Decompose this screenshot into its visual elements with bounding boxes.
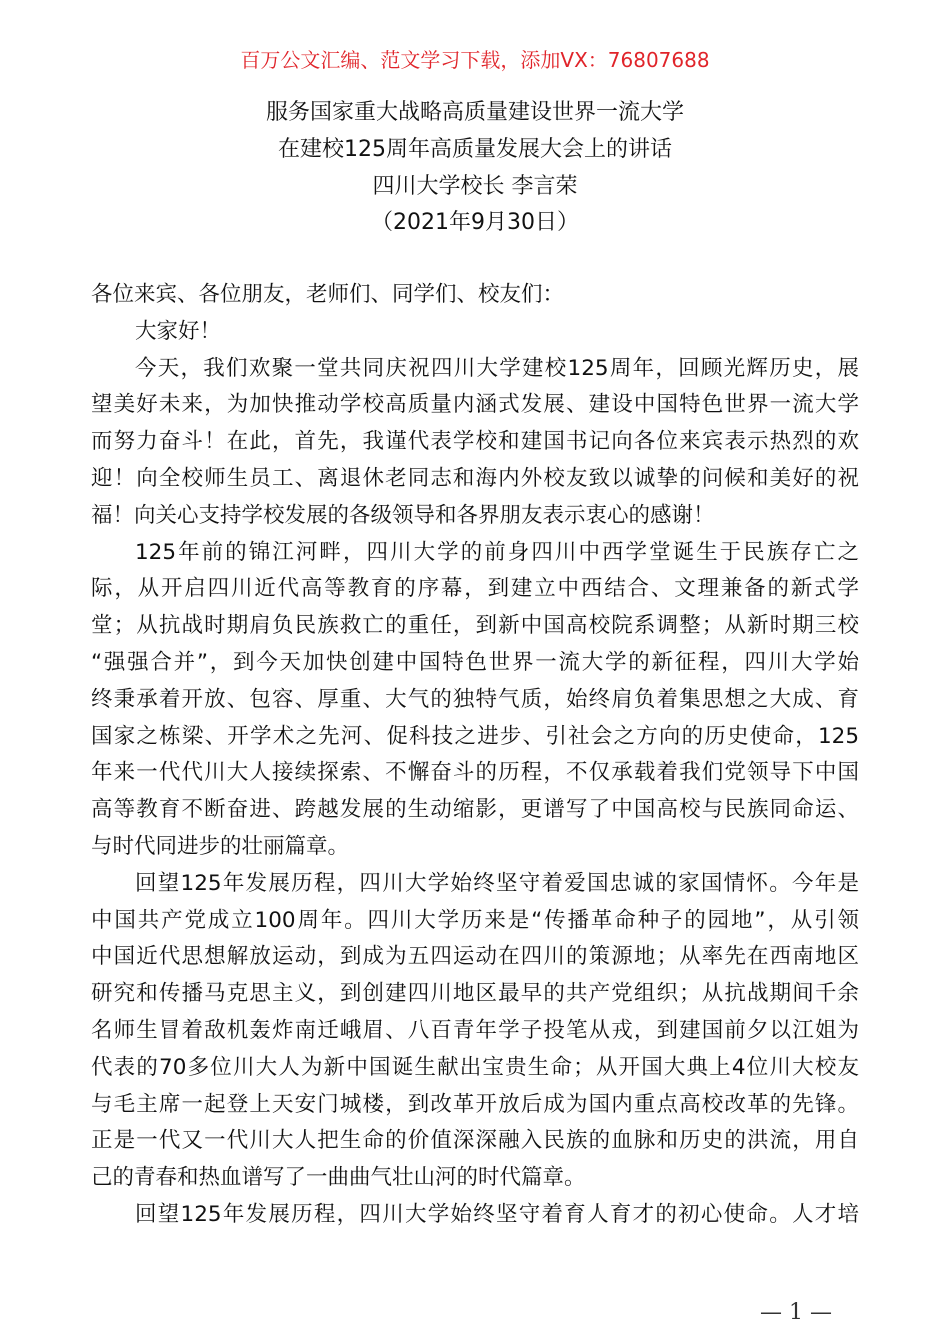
text-line: 中国共产党成立100周年。四川大学历来是“传播革命种子的园地”，从引领 [91,907,859,933]
text-line: 正是一代又一代川大人把生命的价值深深融入民族的血脉和历史的洪流，用自 [91,1128,859,1154]
text-line: 今天，我们欢聚一堂共同庆祝四川大学建校125周年，回顾光辉历史，展 [135,355,859,381]
text-line: 终秉承着开放、包容、厚重、大气的独特气质，始终肩负着集思想之大成、育 [91,686,859,712]
speech-title: 服务国家重大战略高质量建设世界一流大学 [265,100,684,125]
header-banner: 百万公文汇编、范文学习下载，添加VX：76807688 [240,48,710,72]
text-line: 际，从开启四川近代高等教育的序幕，到建立中西结合、文理兼备的新式学 [91,576,859,602]
paragraph [91,351,859,535]
speaker: 四川大学校长 李言荣 [372,173,578,199]
text-line: 福！向关心支持学校发展的各级领导和各界朋友表示衷心的感谢！ [91,502,715,528]
paragraph [91,535,859,866]
text-line: 中国近代思想解放运动，到成为五四运动在四川的策源地；从率先在西南地区 [91,944,859,970]
text-line: 大家好！ [135,318,222,344]
text-line: 年来一代代川大人接续探索、不懈奋斗的历程，不仅承载着我们党领导下中国 [91,760,859,786]
speech-subtitle: 在建校125周年高质量发展大会上的讲话 [278,136,672,162]
paragraph [91,1197,859,1234]
text-line: 回望125年发展历程，四川大学始终坚守着育人育才的初心使命。人才培 [135,1201,859,1227]
speech-date: （2021年9月30日） [371,210,579,236]
paragraph [91,277,859,314]
text-line: 与时代同进步的壮丽篇章。 [91,833,350,859]
text-line: 代表的70多位川大人为新中国诞生献出宝贵生命；从开国大典上4位川大校友 [91,1054,859,1080]
text-line: 回望125年发展历程，四川大学始终坚守着爱国忠诚的家国情怀。今年是 [135,870,859,896]
text-line: 国家之栋梁、开学术之先河、促科技之进步、引社会之方向的历史使命，125 [91,723,859,749]
text-line: 研究和传播马克思主义，到创建四川地区最早的共产党组织；从抗战期间千余 [91,981,859,1007]
page-number: — 1 — [760,1300,832,1325]
text-line: 堂；从抗战时期肩负民族救亡的重任，到新中国高校院系调整；从新时期三校 [91,613,859,639]
paragraph [91,314,859,351]
text-line: 高等教育不断奋进、跨越发展的生动缩影，更谱写了中国高校与民族同命运、 [91,797,859,823]
text-line: 名师生冒着敌机轰炸南迁峨眉、八百青年学子投笔从戎，到建国前夕以江姐为 [91,1017,859,1043]
text-line: “强强合并”，到今天加快创建中国特色世界一流大学的新征程，四川大学始 [91,649,859,675]
text-line: 己的青春和热血谱写了一曲曲气壮山河的时代篇章。 [91,1165,586,1191]
text-line: 迎！向全校师生员工、离退休老同志和海内外校友致以诚挚的问候和美好的祝 [91,465,859,491]
paragraph [91,866,859,1197]
text-line: 各位来宾、各位朋友，老师们、同学们、校友们： [91,282,565,307]
text-line: 而努力奋斗！在此，首先，我谨代表学校和建国书记向各位来宾表示热烈的欢 [91,429,859,455]
title-block [0,95,950,242]
text-line: 125年前的锦江河畔，四川大学的前身四川中西学堂诞生于民族存亡之 [135,539,859,565]
text-line: 望美好未来，为加快推动学校高质量内涵式发展、建设中国特色世界一流大学 [91,392,859,418]
document-body [91,277,859,1234]
text-line: 与毛主席一起登上天安门城楼，到改革开放后成为国内重点高校改革的先锋。 [91,1091,859,1117]
